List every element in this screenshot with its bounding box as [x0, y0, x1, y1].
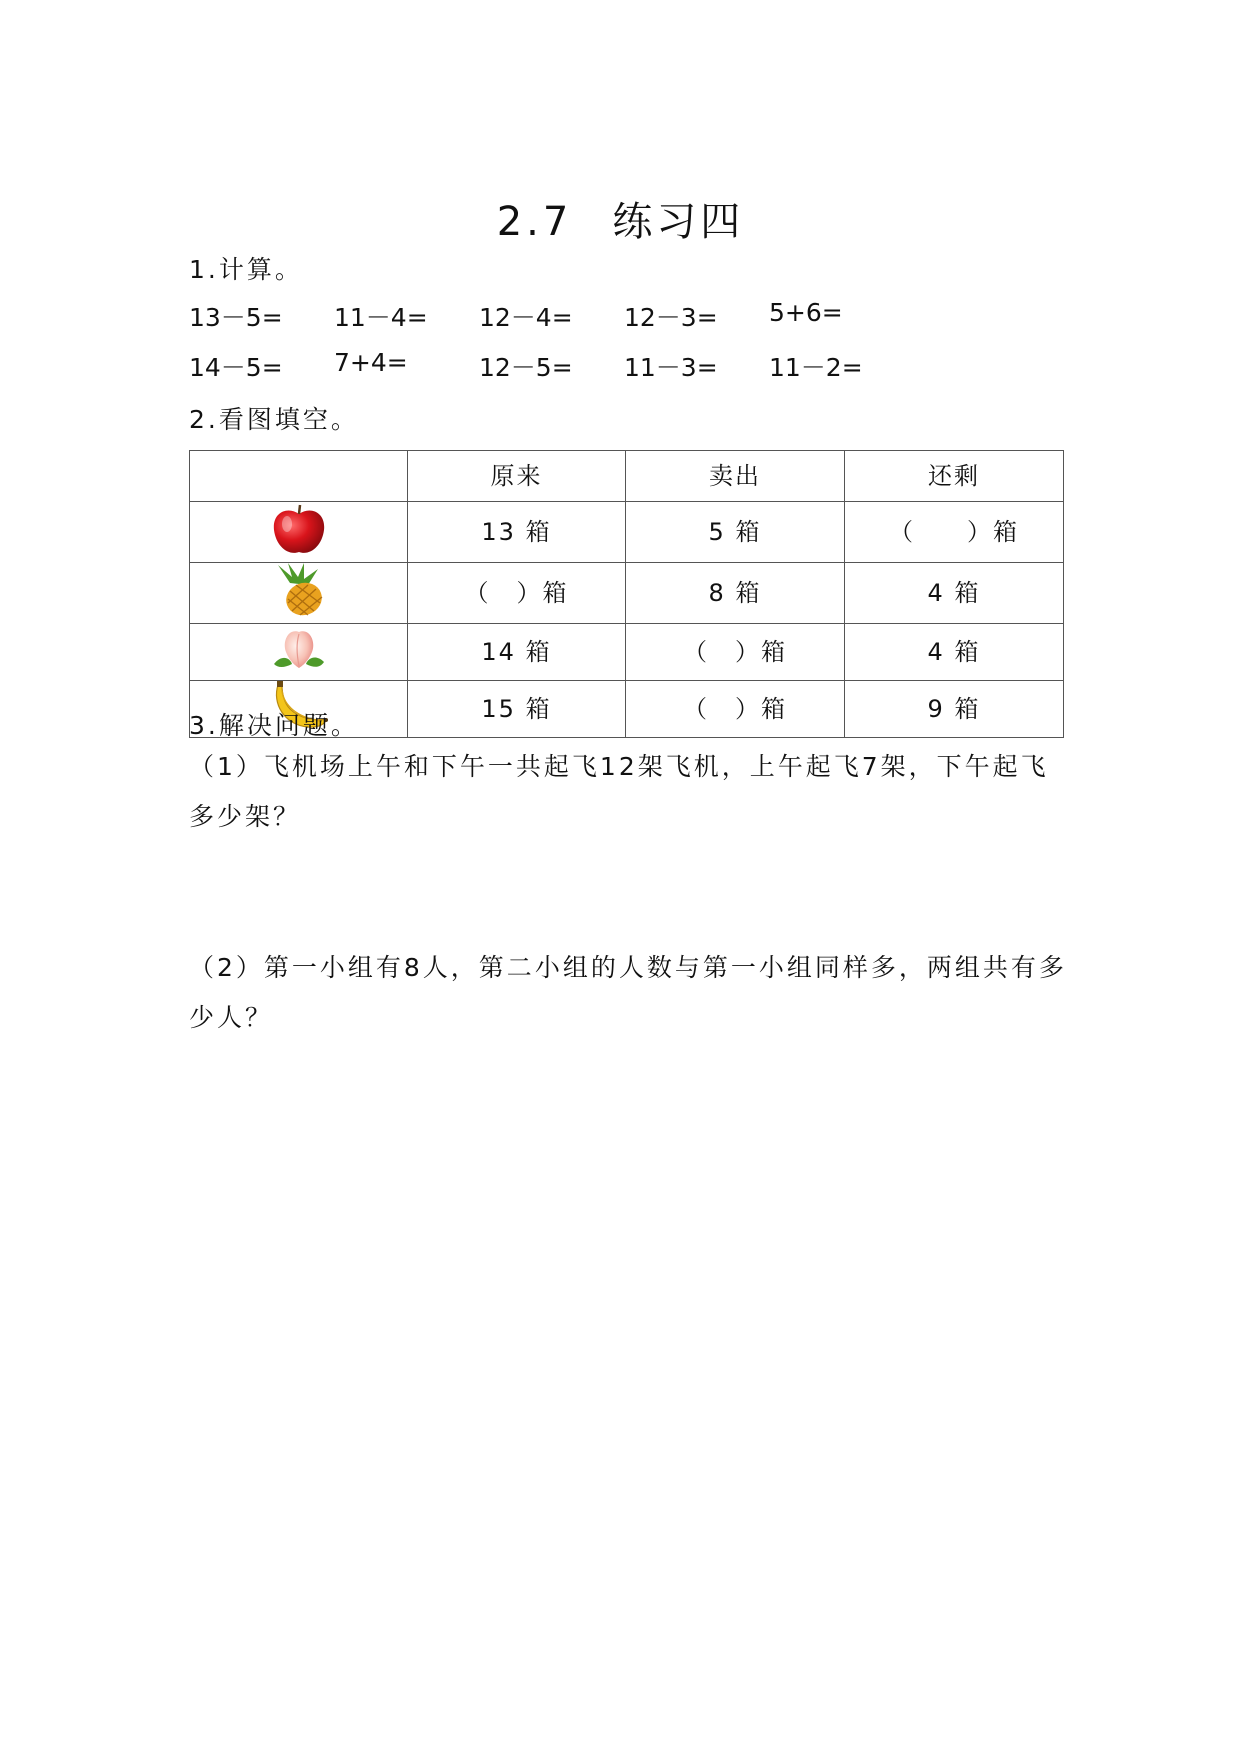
table-cell: 13 箱 [408, 502, 626, 563]
calc-item: 12－4= [479, 303, 573, 332]
page-title [0, 190, 1241, 247]
apple-icon [270, 502, 328, 562]
table-cell: （ ）箱 [408, 563, 626, 624]
fruit-table [189, 450, 1064, 738]
table-cell: （ ）箱 [845, 502, 1064, 563]
table-header-cell: 还剩 [845, 451, 1064, 502]
table-row [190, 624, 1064, 681]
calc-item: 13－5= [189, 303, 283, 332]
table-cell: 4 箱 [845, 624, 1064, 681]
table-cell: 8 箱 [626, 563, 845, 624]
word-problem-2: （2）第一小组有8人，第二小组的人数与第一小组同样多，两组共有多少人？ [189, 953, 1067, 1032]
section3-heading: 3.解决问题。 [189, 711, 359, 740]
title-text: 练习四 [612, 199, 745, 245]
calc-item: 5+6= [769, 298, 843, 327]
calc-item: 11－2= [769, 353, 863, 382]
table-row [190, 502, 1064, 563]
pineapple-icon [270, 563, 328, 623]
table-cell: 5 箱 [626, 502, 845, 563]
fruit-cell [190, 624, 408, 681]
table-cell: （ ）箱 [626, 681, 845, 738]
section2-heading: 2.看图填空。 [189, 405, 359, 434]
calc-item: 12－3= [624, 303, 718, 332]
title-number: 2.7 [496, 199, 573, 245]
table-header-row [190, 451, 1064, 502]
word-problem-1: （1）飞机场上午和下午一共起飞12架飞机，上午起飞7架，下午起飞多少架？ [189, 752, 1049, 831]
table-header-cell: 卖出 [626, 451, 845, 502]
table-header-cell [190, 451, 408, 502]
fruit-cell [190, 563, 408, 624]
table-cell: 4 箱 [845, 563, 1064, 624]
peach-icon [270, 624, 328, 680]
table-row [190, 563, 1064, 624]
table-cell: （ ）箱 [626, 624, 845, 681]
fruit-cell [190, 502, 408, 563]
section1-heading: 1.计算。 [189, 255, 303, 284]
table-cell: 9 箱 [845, 681, 1064, 738]
table-cell: 14 箱 [408, 624, 626, 681]
calc-item: 7+4= [334, 348, 408, 377]
table-cell: 15 箱 [408, 681, 626, 738]
calc-item: 11－4= [334, 303, 428, 332]
calc-item: 11－3= [624, 353, 718, 382]
calc-item: 14－5= [189, 353, 283, 382]
table-header-cell: 原来 [408, 451, 626, 502]
calc-item: 12－5= [479, 353, 573, 382]
